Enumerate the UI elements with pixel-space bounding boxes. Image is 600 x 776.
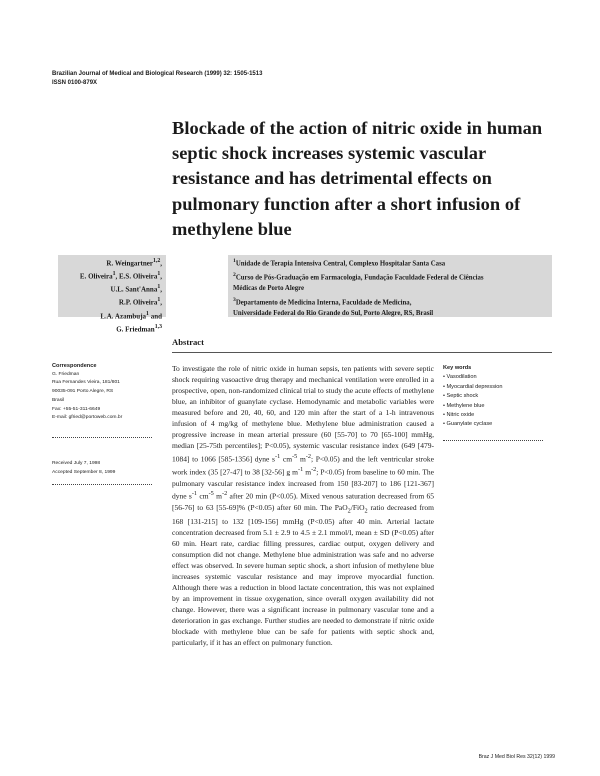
article-title: Blockade of the action of nitric oxide in human septic shock increases systemic vascular resistance and has detrimental effects on pulmonary function after a short infusion of methylene blue xyxy=(172,118,543,239)
keyword-item: • Methylene blue xyxy=(443,402,555,411)
journal-header xyxy=(52,70,472,88)
author-list xyxy=(80,256,162,335)
keywords-block xyxy=(443,364,555,430)
journal-issn: ISSN 0100-879X xyxy=(52,80,98,86)
keyword-item: • Septic shock xyxy=(443,392,555,401)
accepted-date: Accepted September 8, 1999 xyxy=(52,469,116,475)
journal-citation: Brazilian Journal of Medical and Biological Research (1999) 32: 1505-1513 xyxy=(52,71,263,77)
correspondence-email: E-mail: gfried@portoweb.com.br xyxy=(52,415,123,421)
authors-box xyxy=(58,255,166,333)
affiliation-line: $^2$Curso de Pós-Graduação em Farmacologia, Fundação Faculdade Federal de Ciências xyxy=(233,272,484,282)
keyword-item: • Guanylate cyclase xyxy=(443,420,555,429)
keywords-divider xyxy=(443,440,543,441)
correspondence-divider xyxy=(52,437,152,438)
keyword-item: • Vasodilation xyxy=(443,373,555,382)
keywords-list xyxy=(443,373,555,429)
correspondence-heading: Correspondence xyxy=(52,363,97,369)
correspondence-line: G. Friedman xyxy=(52,371,80,377)
keyword-item: • Myocardial depression xyxy=(443,383,555,392)
abstract-heading: Abstract xyxy=(172,337,204,347)
author-line: E. Oliveira$^1$, E.S. Oliveira$^1$, xyxy=(79,271,162,281)
abstract-divider xyxy=(172,352,552,353)
correspondence-line: 90035-091 Porto Alegre, RS xyxy=(52,389,114,395)
affiliation-line: Médicas de Porto Alegre xyxy=(233,285,305,293)
correspondence-block xyxy=(52,362,152,423)
abstract-text: To investigate the role of nitric oxide in human sepsis, ten patients with severe septic shock requiring vasoactive drug therapy and mechanical ventilation were enrolled in a prospective, open, non-randomized clinical trial to study the acute effects of methylene blue, an inhibitor of guanylate cyclase. Hemodynamic and metabolic variables were measured before and 20, 40, 60, and 120 min after the start of a 1-h intravenous infusion of 4 mg/kg of methylene blue. Methylene blue administration caused a progressive increase in mean arterial pressure (60 [55-70] to 70 [65-100] mmHg, median [25-75th percentiles]; P<0.05), systemic vascular resistance index (649 [479-1084] to 1066 [585-1356] dyne $s^{-1}$ $cm^{-5}$ $m^{-2}$; P<0.05) and the left ventricular stroke work index (35 [27-47] to 38 [32-56] g $m^{-1}$ $m^{-2}$; P<0.05) from baseline to 60 min. The pulmonary vascular resistance index increased from 150 [83-207] to 186 [121-367] dyne $s^{-1}$ $cm^{-5}$ $m^{-2}$ after 20 min (P<0.05). Mixed venous saturation decreased from 65 [56-76] to 63 [55-69]% (P<0.05) after 60 min. The PaO$_2$/FiO$_2$ ratio decreased from 168 [131-215] to 132 [109-156] mmHg (P<0.05) after 40 min. Arterial lactate concentration decreased from 5.1 ± 2.9 to 4.5 ± 2.1 mmol/l, mean ± SD (P<0.05) after 60 min. Heart rate, cardiac filling pressures, cardiac output, oxygen delivery and consumption did not change. Methylene blue administration was safe and no adverse effect was observed. In severe human septic shock, a short infusion of methylene blue increases systemic vascular resistance and may improve myocardial function. Although there was a reduction in blood lactate concentration, this was not explained by an improvement in tissue oxygenation, since overall oxygen availability did not change. However, there was a significant increase in pulmonary vascular tone and a deterioration in gas exchange. Further studies are needed to demonstrate if nitric oxide blockade with methylene blue can be safe for patients with septic shock and, particularly, if it has an effect on pulmonary function. xyxy=(172,364,435,647)
affiliation-line: $^1$Unidade de Terapia Intensiva Central, Complexo Hospitalar Santa Casa xyxy=(233,258,446,268)
author-line: U.L. Sant'Anna$^1$, xyxy=(110,284,162,294)
correspondence-line: Fax: +55-51-311-6649 xyxy=(52,406,101,412)
author-line: L.A. Azambuja$^1$ and xyxy=(100,310,162,320)
dates-block xyxy=(52,460,152,477)
correspondence-line: Brasil xyxy=(52,397,65,403)
affiliation-line: Universidade Federal do Rio Grande do Sul, Porto Alegre, RS, Brasil xyxy=(233,309,434,317)
affiliation-line: $^3$Departamento de Medicina Interna, Faculdade de Medicina, xyxy=(233,296,412,307)
keyword-item: • Nitric oxide xyxy=(443,411,555,420)
author-line: G. Friedman$^{1,3}$ xyxy=(116,323,162,333)
received-date: Received July 7, 1998 xyxy=(52,461,101,466)
page-footer: Braz J Med Biol Res 32(12) 1999 xyxy=(478,754,555,760)
affiliations-box xyxy=(228,255,552,317)
affiliation-list xyxy=(233,256,549,320)
correspondence-line: Rua Fernandes Vieira, 181/801 xyxy=(52,380,120,386)
author-line: R.P. Oliveira$^1$, xyxy=(118,297,162,307)
keywords-heading: Key words xyxy=(443,365,472,371)
abstract-body xyxy=(172,364,434,649)
author-line: R. Weingartner$^{1,2}$, xyxy=(106,258,162,268)
dates-divider xyxy=(52,484,152,485)
